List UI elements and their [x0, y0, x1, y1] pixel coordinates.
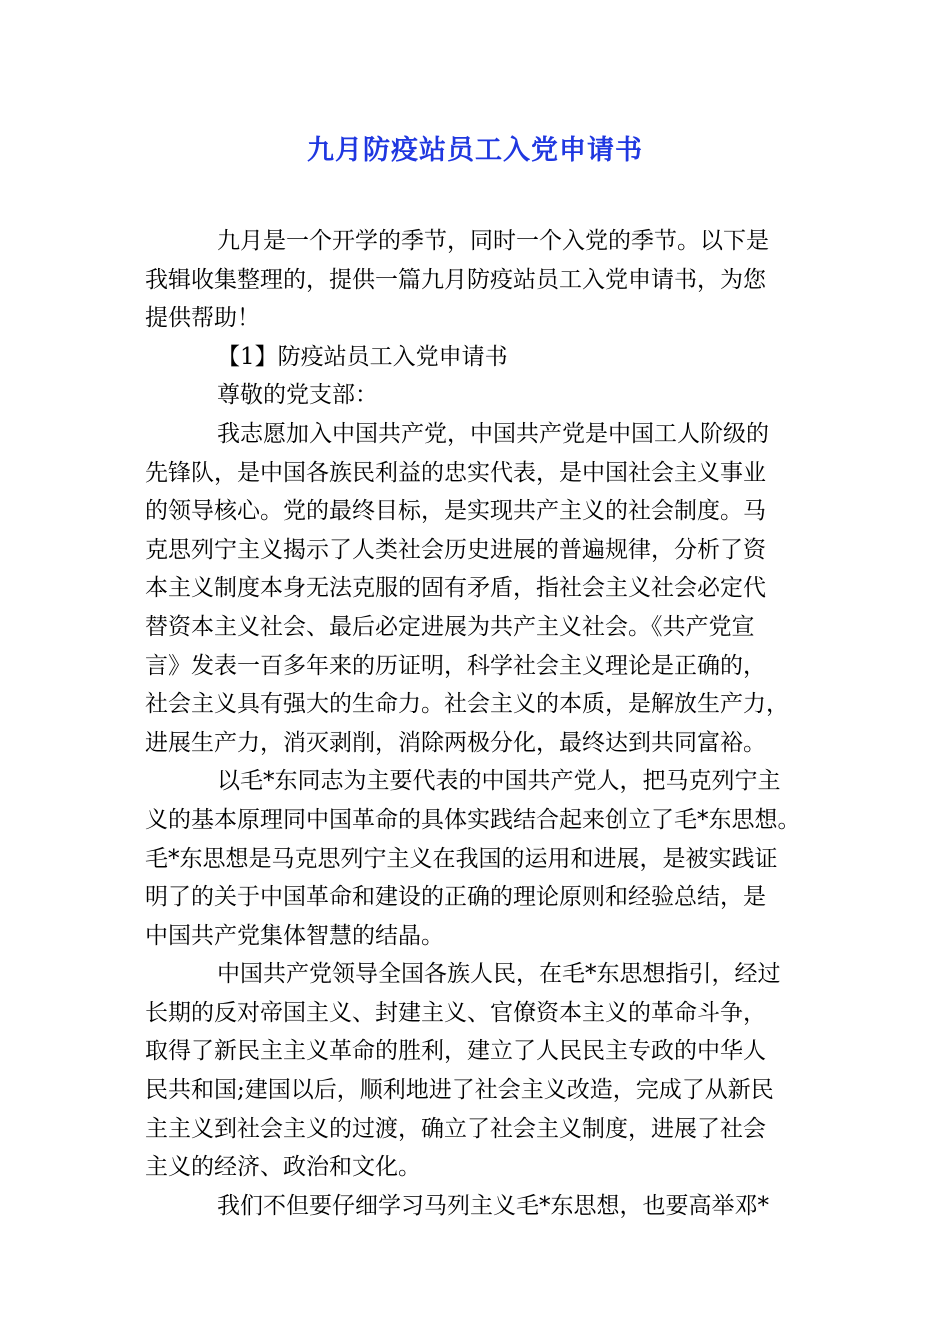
text-line: 言》发表一百多年来的历证明，科学社会主义理论是正确的， — [145, 652, 766, 679]
text-line: 取得了新民主主义革命的胜利，建立了人民民主专政的中华人 — [145, 1038, 766, 1065]
text-line: 进展生产力，消灭剥削，消除两极分化，最终达到共同富裕。 — [145, 729, 766, 756]
text-line: 提供帮助！ — [145, 305, 260, 332]
text-line: 克思列宁主义揭示了人类社会历史进展的普遍规律，分析了资 — [145, 536, 766, 563]
text-line: 主主义到社会主义的过渡，确立了社会主义制度，进展了社会 — [145, 1115, 766, 1142]
text-line: 的领导核心。党的最终目标，是实现共产主义的社会制度。马 — [145, 498, 766, 525]
text-line: 长期的反对帝国主义、封建主义、官僚资本主义的革命斗争， — [145, 999, 766, 1026]
text-line: 以毛*东同志为主要代表的中国共产党人，把马克列宁主 — [217, 768, 781, 795]
text-line: 义的基本原理同中国革命的具体实践结合起来创立了毛*东思想。 — [145, 806, 801, 833]
text-line: 【1】防疫站员工入党申请书 — [217, 343, 508, 370]
text-line: 毛*东思想是马克思列宁主义在我国的运用和进展，是被实践证 — [145, 845, 778, 872]
text-line: 中国共产党集体智慧的结晶。 — [145, 922, 444, 949]
text-line: 主义的经济、政治和文化。 — [145, 1154, 421, 1181]
text-line: 中国共产党领导全国各族人民，在毛*东思想指引，经过 — [217, 961, 781, 988]
text-line: 我们不但要仔细学习马列主义毛*东思想，也要高举邓* — [217, 1192, 769, 1219]
text-line: 九月是一个开学的季节，同时一个入党的季节。以下是 — [217, 228, 769, 254]
text-line: 尊敬的党支部： — [217, 382, 378, 409]
text-line: 替资本主义社会、最后必定进展为共产主义社会。《共产党宣 — [145, 613, 755, 640]
document-title: 九月防疫站员工入党申请书 — [307, 135, 643, 166]
document-body — [145, 222, 825, 1225]
text-line: 民共和国;建国以后，顺利地进了社会主义改造，完成了从新民 — [145, 1077, 774, 1104]
text-line: 我辑收集整理的，提供一篇九月防疫站员工入党申请书，为您 — [145, 266, 766, 293]
text-line: 本主义制度本身无法克服的固有矛盾，指社会主义社会必定代 — [145, 575, 766, 602]
text-line: 社会主义具有强大的生命力。社会主义的本质，是解放生产力， — [145, 691, 789, 718]
text-line: 我志愿加入中国共产党，中国共产党是中国工人阶级的 — [217, 420, 769, 447]
text-line: 明了的关于中国革命和建设的正确的理论原则和经验总结，是 — [145, 884, 766, 911]
text-line: 先锋队，是中国各族民利益的忠实代表，是中国社会主义事业 — [145, 459, 766, 486]
